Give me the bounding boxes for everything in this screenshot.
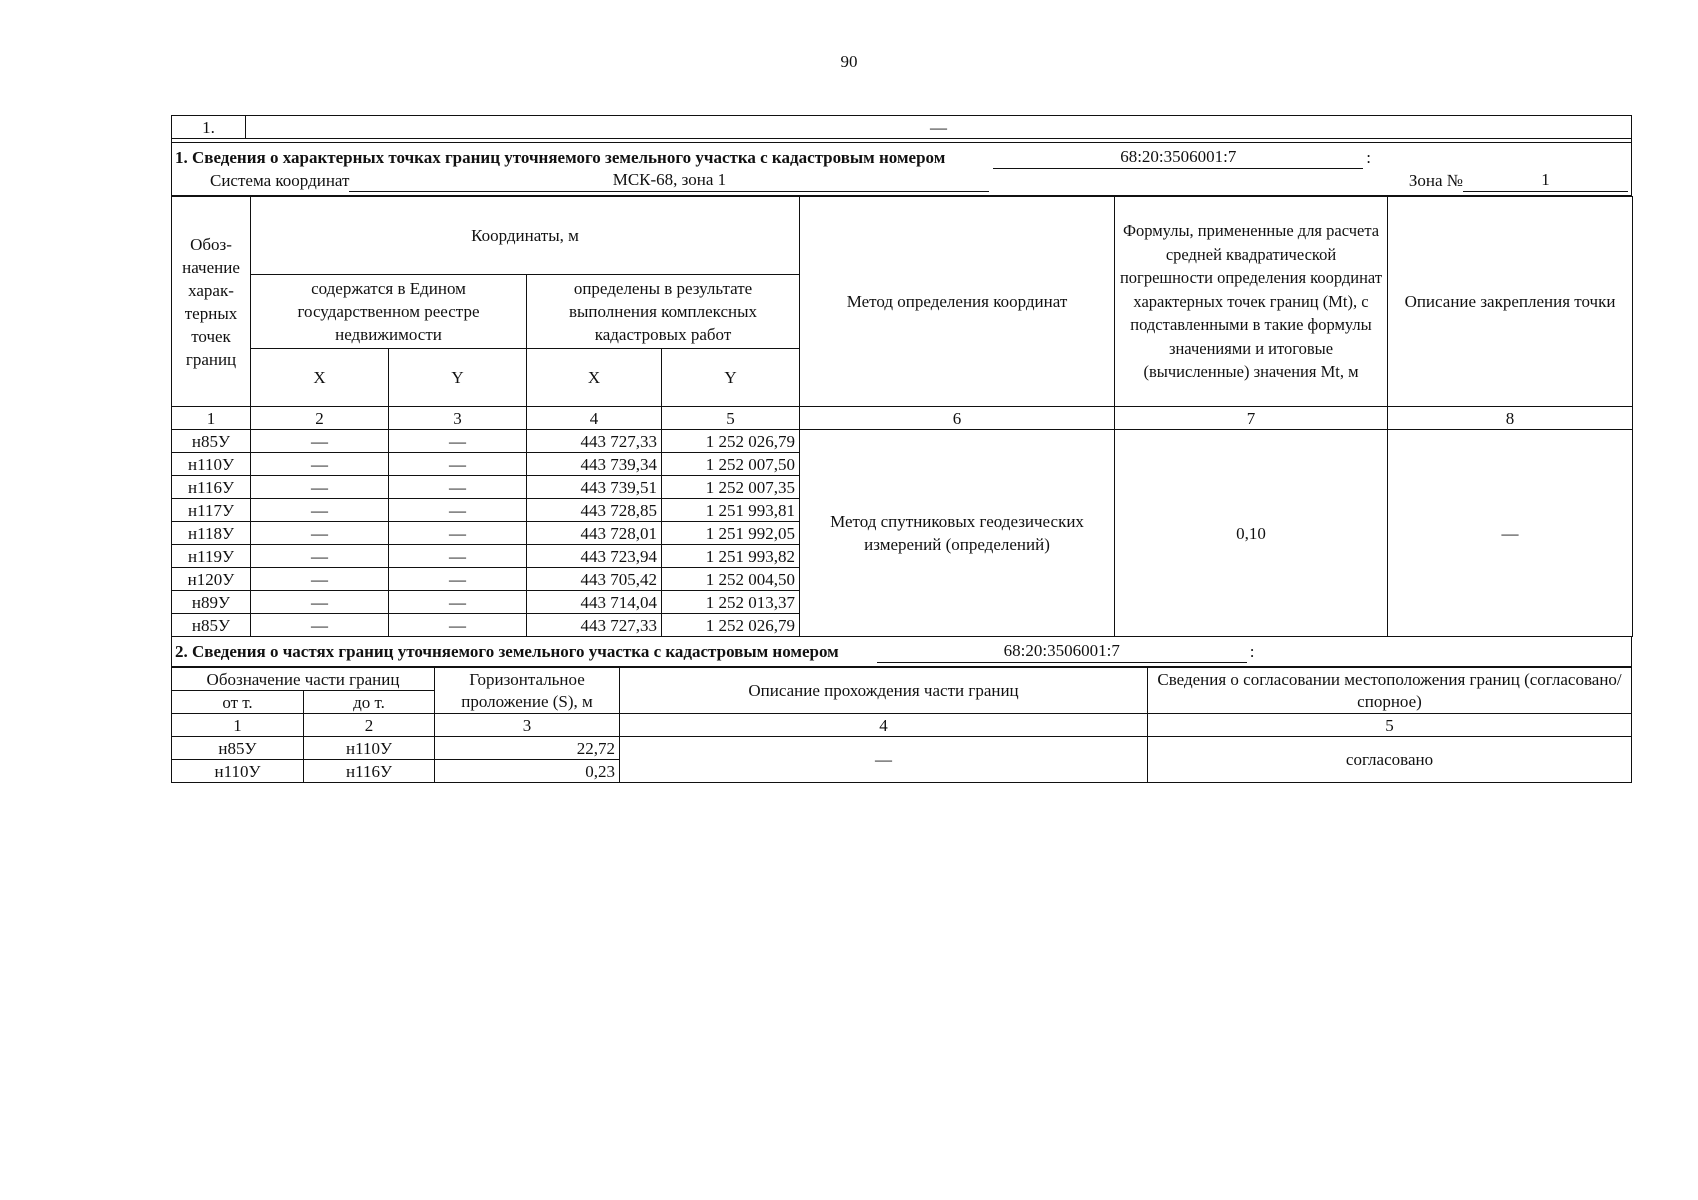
points-table <box>171 196 1633 637</box>
method-value: Метод спутниковых геодезических измерений (определений) <box>800 430 1115 637</box>
y-registry: — <box>389 522 527 545</box>
col-number: 5 <box>1148 714 1632 737</box>
part-distance: 22,72 <box>435 737 620 760</box>
x-registry: — <box>251 476 389 499</box>
x-value: 443 727,33 <box>527 430 662 453</box>
header-formulas: Формулы, примененные для расчета средней квадратической погрешности определения координат характерных точек границ (Mt), с подставленными в такие формулы значениями и итоговые (вычисленные) значения Mt, м <box>1115 197 1388 407</box>
x-value: 443 739,51 <box>527 476 662 499</box>
point-id: н116У <box>172 476 251 499</box>
col-number: 3 <box>389 407 527 430</box>
x-value: 443 714,04 <box>527 591 662 614</box>
col-number: 7 <box>1115 407 1388 430</box>
y-value: 1 252 013,37 <box>662 591 800 614</box>
col-number: 3 <box>435 714 620 737</box>
top-row-value: — <box>246 116 1632 139</box>
section1-cadastral-number: 68:20:3506001:7 <box>993 146 1363 169</box>
header-designation: Обоз-начение харак-терных точек границ <box>172 197 251 407</box>
x-registry: — <box>251 453 389 476</box>
top-row-number: 1. <box>172 116 246 139</box>
y-value: 1 252 004,50 <box>662 568 800 591</box>
point-id: н118У <box>172 522 251 545</box>
x-registry: — <box>251 430 389 453</box>
y-value: 1 251 992,05 <box>662 522 800 545</box>
header-method: Метод определения координат <box>800 197 1115 407</box>
header-fixing: Описание закрепления точки <box>1388 197 1633 407</box>
y-registry: — <box>389 430 527 453</box>
section1-title: 1. Сведения о характерных точках границ уточняемого земельного участка с кадастровым номером <box>175 148 946 167</box>
section2-suffix: : <box>1249 642 1255 661</box>
x-value: 443 727,33 <box>527 614 662 637</box>
y-registry: — <box>389 614 527 637</box>
header-agreement: Сведения о согласовании местоположения границ (согласовано/спорное) <box>1148 668 1632 714</box>
col-number: 1 <box>172 714 304 737</box>
zone-value: 1 <box>1463 169 1628 192</box>
header-complex: определены в результате выполнения комплексных кадастровых работ <box>527 275 800 349</box>
mt-value: 0,10 <box>1115 430 1388 637</box>
header-part: Обозначение части границ <box>172 668 435 691</box>
part-from: н85У <box>172 737 304 760</box>
x-registry: — <box>251 499 389 522</box>
y-registry: — <box>389 499 527 522</box>
point-id: н85У <box>172 430 251 453</box>
header-y-registry: Y <box>389 349 527 407</box>
y-registry: — <box>389 476 527 499</box>
header-from: от т. <box>172 691 304 714</box>
header-to: до т. <box>304 691 435 714</box>
y-value: 1 251 993,81 <box>662 499 800 522</box>
col-number: 4 <box>620 714 1148 737</box>
x-registry: — <box>251 568 389 591</box>
part-distance: 0,23 <box>435 760 620 783</box>
x-value: 443 723,94 <box>527 545 662 568</box>
y-registry: — <box>389 453 527 476</box>
col-number: 4 <box>527 407 662 430</box>
y-registry: — <box>389 591 527 614</box>
parts-table <box>171 667 1632 783</box>
header-y-complex: Y <box>662 349 800 407</box>
header-coordinates: Координаты, м <box>251 197 800 275</box>
x-registry: — <box>251 522 389 545</box>
coord-system-label: Система координат <box>210 171 350 190</box>
x-registry: — <box>251 614 389 637</box>
zone-label: Зона № <box>1408 171 1463 190</box>
y-value: 1 252 007,35 <box>662 476 800 499</box>
col-number: 2 <box>251 407 389 430</box>
header-x-complex: X <box>527 349 662 407</box>
x-value: 443 728,85 <box>527 499 662 522</box>
part-from: н110У <box>172 760 304 783</box>
header-registry: содержатся в Едином государственном реестре недвижимости <box>251 275 527 349</box>
header-description: Описание прохождения части границ <box>620 668 1148 714</box>
fixing-value: — <box>1388 430 1633 637</box>
x-registry: — <box>251 591 389 614</box>
description-value: — <box>620 737 1148 783</box>
table-row <box>172 430 1633 453</box>
col-number: 6 <box>800 407 1115 430</box>
x-registry: — <box>251 545 389 568</box>
section1-suffix: : <box>1366 148 1372 167</box>
point-id: н89У <box>172 591 251 614</box>
section2-title: 2. Сведения о частях границ уточняемого земельного участка с кадастровым номером <box>175 642 839 661</box>
col-number: 2 <box>304 714 435 737</box>
part-to: н116У <box>304 760 435 783</box>
y-registry: — <box>389 568 527 591</box>
x-value: 443 739,34 <box>527 453 662 476</box>
document-sheet <box>171 115 1632 783</box>
y-value: 1 251 993,82 <box>662 545 800 568</box>
y-value: 1 252 026,79 <box>662 614 800 637</box>
header-distance: Горизонтальное проложение (S), м <box>435 668 620 714</box>
table-row <box>172 737 1632 760</box>
point-id: н85У <box>172 614 251 637</box>
top-row-table <box>171 115 1632 139</box>
y-value: 1 252 026,79 <box>662 430 800 453</box>
col-number: 8 <box>1388 407 1633 430</box>
header-x-registry: X <box>251 349 389 407</box>
page-number: 90 <box>840 52 858 71</box>
point-id: н120У <box>172 568 251 591</box>
coord-system-value: МСК-68, зона 1 <box>349 169 989 192</box>
point-id: н110У <box>172 453 251 476</box>
section2-header <box>171 637 1632 667</box>
x-value: 443 705,42 <box>527 568 662 591</box>
section1-header <box>171 142 1632 196</box>
y-registry: — <box>389 545 527 568</box>
agreement-value: согласовано <box>1148 737 1632 783</box>
point-id: н117У <box>172 499 251 522</box>
col-number: 5 <box>662 407 800 430</box>
part-to: н110У <box>304 737 435 760</box>
y-value: 1 252 007,50 <box>662 453 800 476</box>
col-number: 1 <box>172 407 251 430</box>
point-id: н119У <box>172 545 251 568</box>
x-value: 443 728,01 <box>527 522 662 545</box>
section2-cadastral-number: 68:20:3506001:7 <box>877 640 1247 663</box>
